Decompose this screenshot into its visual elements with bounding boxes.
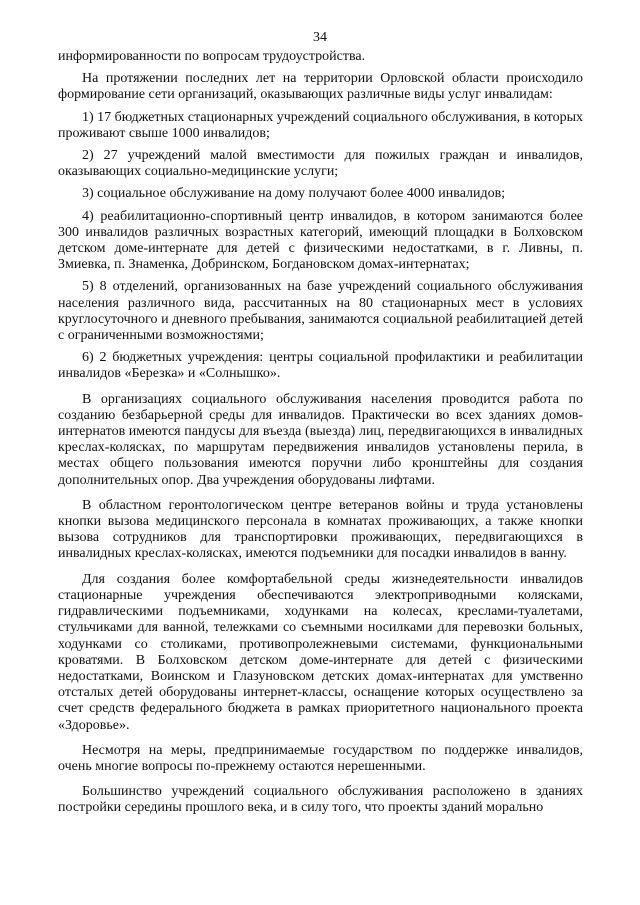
list-item-3: 3) социальное обслуживание на дому получают более 4000 инвалидов;	[82, 186, 506, 202]
paragraph-continuation: информированности по вопросам трудоустройства.	[58, 49, 366, 64]
page-body	[58, 49, 583, 817]
paragraph-intro: На протяжении последних лет на территории Орловской области происходило формирование сети организаций, оказывающих различные виды услуг инвалидам:	[58, 71, 583, 103]
list-item-5: 5) 8 отделений, организованных на базе учреждений социального обслуживания населения различного вида, рассчитанных на 80 стационарных мест в условиях круглосуточного и дневного пребывания, занимаются социальной реабилитацией детей с ограниченными возможностями;	[58, 279, 583, 344]
list-item-6: 6) 2 бюджетных учреждения: центры социальной профилактики и реабилитации инвалидов «Березка» и «Солнышко».	[58, 350, 583, 382]
paragraph-equipment: Для создания более комфортабельной среды жизнедеятельности инвалидов стационарные учреждения обеспечиваются электроприводными колясками, гидравлическими подъемниками, ходунками на колесах, креслами-туалетами, стульчиками для ванной, тележками со съемными носилками для перевозки больных, ходунками со столиками, противопролежневыми системами, функциональными кроватями. В Болховском детском доме-интернате для детей с физическими недостатками, Воинском и Глазуновском детских домах-интернатах для умственно отсталых детей оборудованы интернет-классы, оснащение которых осуществлено за счет средств федерального бюджета в рамках приоритетного национального проекта «Здоровье».	[58, 571, 583, 733]
list-item-4: 4) реабилитационно-спортивный центр инвалидов, в котором занимаются более 300 инвалидов различных возрастных категорий, имеющий площадки в Болховском детском доме-интернате для детей с физическими недостатками, в г. Ливны, п. Змиевка, п. Знаменка, Добринском, Богдановском домах-интернатах;	[58, 208, 583, 273]
list-item-2: 2) 27 учреждений малой вместимости для пожилых граждан и инвалидов, оказывающих социально-медицинские услуги;	[58, 148, 583, 180]
list-item-1: 1) 17 бюджетных стационарных учреждений социального обслуживания, в которых проживают свыше 1000 инвалидов;	[58, 109, 583, 141]
page-number: 34	[313, 30, 327, 45]
paragraph-gerontology-center: В областном геронтологическом центре ветеранов войны и труда установлены кнопки вызова медицинского персонала в комнатах проживающих, а также кнопки вызова сотрудников для транспортировки проживающих, передвигающихся в инвалидных креслах-колясках, имеются подъемники для посадки инвалидов в ванну.	[58, 497, 583, 562]
paragraph-buildings: Большинство учреждений социального обслуживания расположено в зданиях постройки середины прошлого века, и в силу того, что проекты зданий морально	[58, 784, 583, 816]
paragraph-unsolved-issues: Несмотря на меры, предпринимаемые государством по поддержке инвалидов, очень многие вопросы по-прежнему остаются нерешенными.	[58, 742, 583, 774]
paragraph-barrier-free: В организациях социального обслуживания населения проводится работа по созданию безбарьерной среды для инвалидов. Практически во всех зданиях домов-интернатов имеются пандусы для въезда (выезда) лиц, передвигающихся в инвалидных креслах-колясках, по маршрутам передвижения инвалидов установлены перила, в местах общего пользования имеются поручни либо кронштейны для создания дополнительных опор. Два учреждения оборудованы лифтами.	[58, 391, 583, 488]
